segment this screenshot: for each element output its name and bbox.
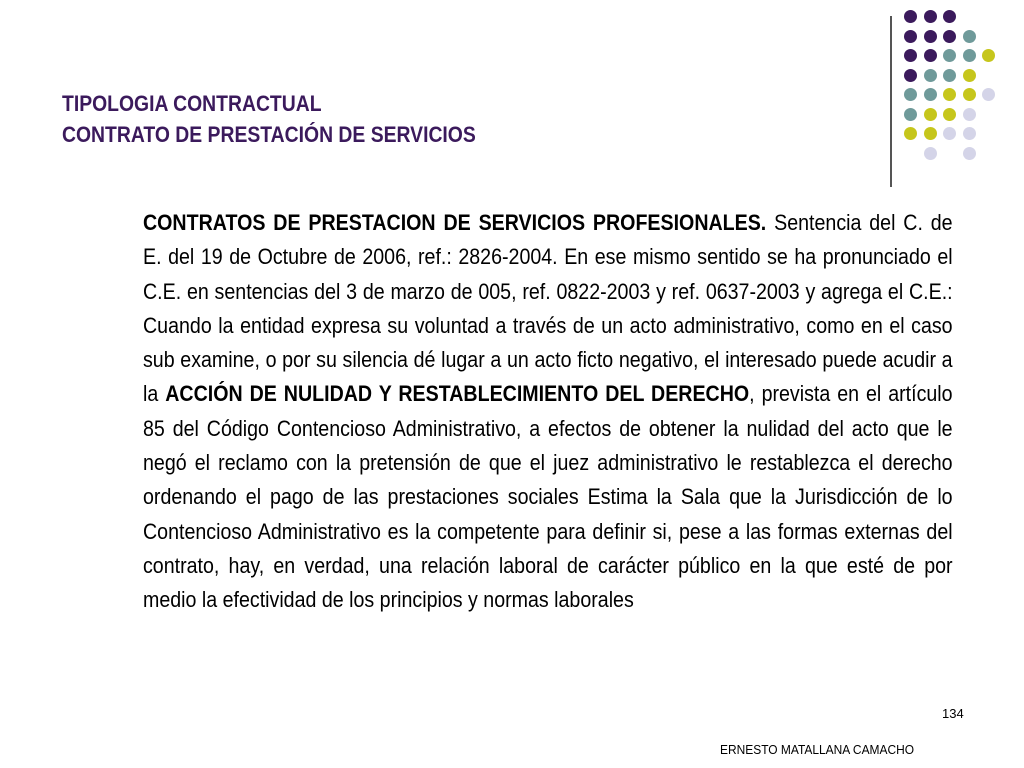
decorative-dot — [924, 127, 937, 140]
decorative-dot — [904, 49, 917, 62]
decorative-dot — [924, 108, 937, 121]
decorative-dot — [943, 49, 956, 62]
body-text-part-2: , prevista en el artículo 85 del Código Contencioso Administrativo, a efectos de obtener la nulidad del acto que le negó el reclamo con la pretensión de que el juez administrativo le restablezca el derecho ordenando el pago de las prestaciones sociales Estima la Sala que la Jurisdicción de lo Contencioso Administrativo es la competente para definir si, pese a las formas externas del contrato, hay, en verdad, una relación laboral de carácter público en la que esté de por medio la efectividad de los principios y normas laborales — [143, 381, 953, 613]
decorative-dot — [963, 69, 976, 82]
decorative-dot — [924, 30, 937, 43]
decorative-dot-grid — [904, 10, 1014, 170]
page-number: 134 — [942, 706, 964, 721]
body-heading: CONTRATOS DE PRESTACION DE SERVICIOS PROFESIONALES. — [143, 210, 767, 235]
decorative-dot — [924, 147, 937, 160]
decorative-dot — [982, 49, 995, 62]
decorative-dot — [904, 10, 917, 23]
decorative-dot — [963, 108, 976, 121]
decorative-dot — [904, 69, 917, 82]
decorative-dot — [943, 69, 956, 82]
decorative-dot — [943, 88, 956, 101]
decorative-dot — [963, 49, 976, 62]
decorative-dot — [943, 127, 956, 140]
decorative-dot — [924, 69, 937, 82]
decorative-dot — [904, 108, 917, 121]
body-text-part-1: Sentencia del C. de E. del 19 de Octubre de 2006, ref.: 2826-2004. En ese mismo sentido se ha pronunciado el C.E. en sentencias del 3 de marzo de 005, ref. 0822-2003 y ref. 0637-2003 y agrega el C.E.: Cuando la entidad expresa su voluntad a través de un acto administrativo, como en el caso sub examine, o por su silencia dé lugar a un acto ficto negativo, el interesado puede acudir a la — [143, 210, 953, 407]
decorative-dot — [963, 30, 976, 43]
title-line-1: TIPOLOGIA CONTRACTUAL — [62, 91, 322, 116]
decorative-dot — [924, 10, 937, 23]
decorative-dot — [963, 88, 976, 101]
decorative-dot — [943, 30, 956, 43]
decorative-dot — [963, 127, 976, 140]
vertical-divider — [890, 16, 892, 187]
body-bold-action: ACCIÓN DE NULIDAD Y RESTABLECIMIENTO DEL DERECHO — [165, 381, 750, 407]
title-line-2: CONTRATO DE PRESTACIÓN DE SERVICIOS — [62, 122, 476, 147]
decorative-dot — [924, 49, 937, 62]
decorative-dot — [943, 10, 956, 23]
decorative-dot — [924, 88, 937, 101]
decorative-dot — [904, 127, 917, 140]
author-footer: ERNESTO MATALLANA CAMACHO — [720, 742, 915, 757]
decorative-dot — [982, 88, 995, 101]
decorative-dot — [904, 88, 917, 101]
body-paragraph — [143, 206, 953, 618]
decorative-dot — [943, 108, 956, 121]
slide-title — [62, 88, 476, 150]
decorative-dot — [963, 147, 976, 160]
decorative-dot — [904, 30, 917, 43]
